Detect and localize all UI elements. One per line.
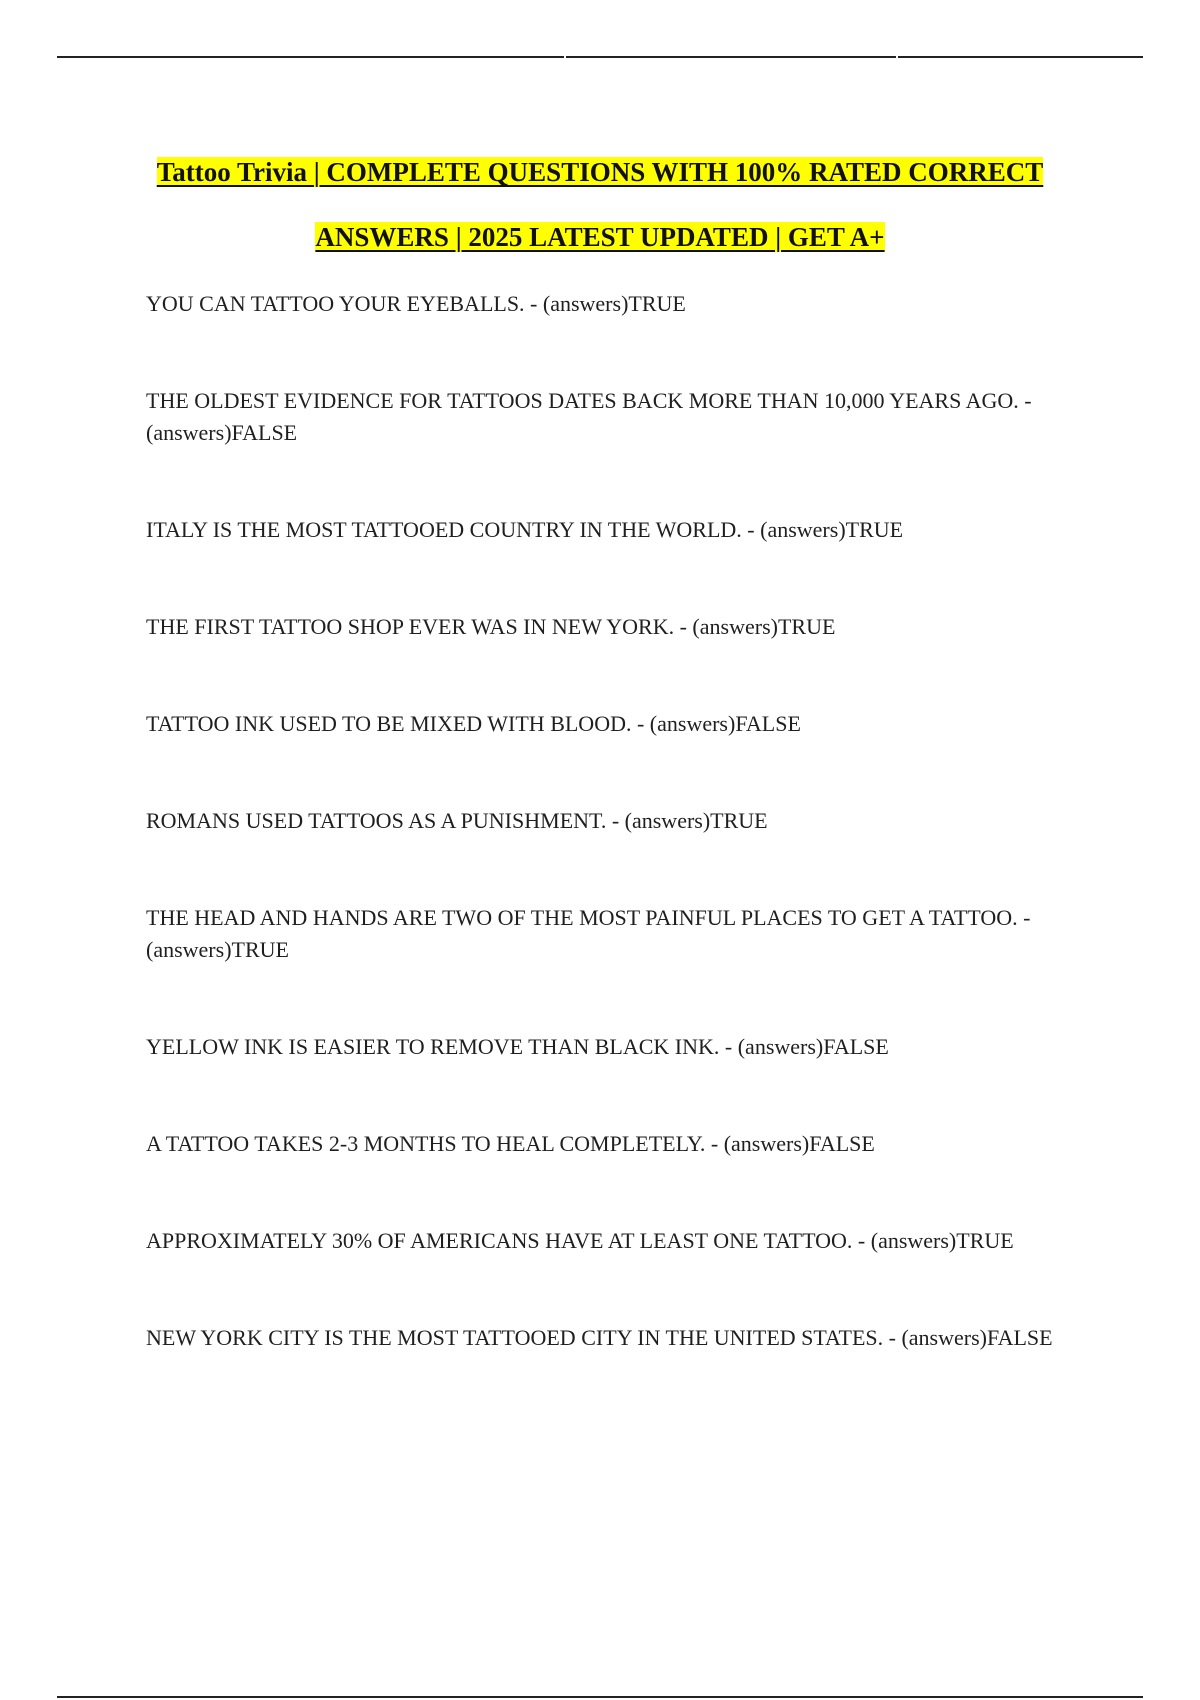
qa-item: ITALY IS THE MOST TATTOOED COUNTRY IN THE WORLD. - (answers)TRUE: [146, 517, 904, 542]
document-title: [100, 140, 1100, 270]
header-rule-gap: [896, 56, 898, 58]
header-rule-gap: [564, 56, 566, 58]
footer-rule: [57, 1696, 1143, 1698]
qa-item: ROMANS USED TATTOOS AS A PUNISHMENT. - (answers)TRUE: [146, 808, 768, 833]
qa-item: NEW YORK CITY IS THE MOST TATTOOED CITY IN THE UNITED STATES. - (answers)FALSE: [146, 1325, 1053, 1350]
header-rule: [57, 56, 1143, 58]
qa-item: YOU CAN TATTOO YOUR EYEBALLS. - (answers)TRUE: [146, 291, 686, 316]
qa-item: THE HEAD AND HANDS ARE TWO OF THE MOST PAINFUL PLACES TO GET A TATTOO. - (answers)TRUE: [146, 905, 1031, 962]
qa-item: A TATTOO TAKES 2-3 MONTHS TO HEAL COMPLETELY. - (answers)FALSE: [146, 1131, 875, 1156]
qa-item: THE FIRST TATTOO SHOP EVER WAS IN NEW YORK. - (answers)TRUE: [146, 614, 836, 639]
qa-item: TATTOO INK USED TO BE MIXED WITH BLOOD. - (answers)FALSE: [146, 711, 801, 736]
qa-item: THE OLDEST EVIDENCE FOR TATTOOS DATES BACK MORE THAN 10,000 YEARS AGO. - (answers)FALSE: [146, 388, 1032, 445]
qa-item: APPROXIMATELY 30% OF AMERICANS HAVE AT LEAST ONE TATTOO. - (answers)TRUE: [146, 1228, 1014, 1253]
qa-item: YELLOW INK IS EASIER TO REMOVE THAN BLACK INK. - (answers)FALSE: [146, 1034, 889, 1059]
qa-list: [146, 288, 1066, 1419]
document-title-text: Tattoo Trivia | COMPLETE QUESTIONS WITH 100% RATED CORRECT ANSWERS | 2025 LATEST UPDATED | GET A+: [156, 157, 1044, 252]
